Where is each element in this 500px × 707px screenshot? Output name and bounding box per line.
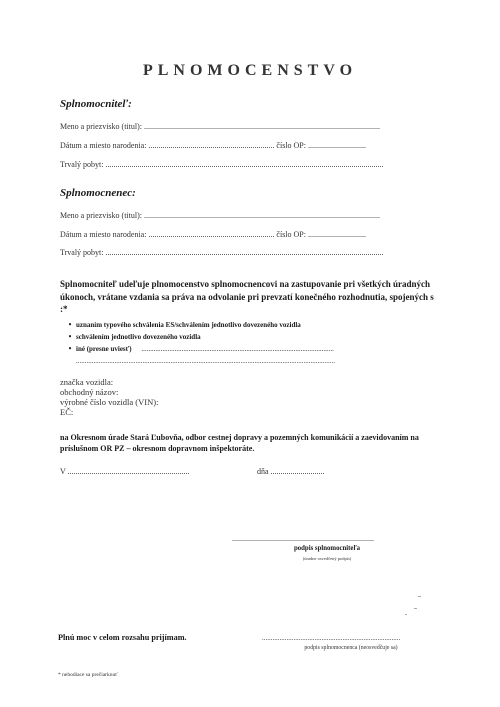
office-text: na Okresnom úrade Stará Ľubovňa, odbor cestnej dopravy a pozemných komunikácií a zaevidovaním na príslušnom OR PZ – okresnom dopravnom inšpektoráte. (60, 433, 419, 453)
grantee-name-line: Meno a priezvisko (titul): ...................................................................................................................... (60, 211, 380, 220)
grantor-signature-label: podpis splnomocniteľa (293, 545, 361, 552)
bullet-dot-icon: • (68, 320, 72, 329)
scan-mark (418, 596, 421, 597)
bullet-item-other: • iné (presne uviesť) .............................................................................................................. (64, 344, 334, 353)
bullet-item-type-approval: • uznaním typového schválenia ES/schválením jednotlivo dovezeného vozidla (64, 320, 301, 329)
grantee-birth-line: Dátum a miesto narodenia: ............................................................... číslo OP: ............................. (60, 230, 366, 239)
vehicle-vin-label: výrobné číslo vozidla (VIN): (60, 397, 159, 407)
authorization-text: Splnomocniteľ udeľuje plnomocenstvo splnomocnencovi na zastupovanie pri všetkých úradných úkonoch, vrátane vzdania sa práva na odvolanie pri prevzatí konečného rozhodnutia, spojených s :* (60, 279, 434, 314)
grantee-signature-label: podpis splnomocnenca (neosvedčuje sa) (304, 645, 398, 651)
bullet-dot-icon: • (68, 332, 72, 341)
footnote: * nehodiace sa prečiarknuť (58, 672, 118, 678)
bullet-item-individual-approval: • schválením jednotlivo dovezeného vozidla (64, 332, 201, 341)
vehicle-trade-name-label: obchodný názov: (60, 387, 119, 397)
grantor-name-line: Meno a priezvisko (titul): ...................................................................................................................... (60, 122, 380, 131)
scan-mark (405, 614, 407, 615)
vehicle-brand-label: značka vozidla: (60, 377, 114, 387)
grantee-residence-line: Trvalý pobyt: ........................................................................................................................................... (60, 248, 384, 257)
grantor-signature-line: ....................................................................... (232, 534, 374, 543)
bullet-dot-icon: • (68, 344, 72, 353)
grantor-residence-line: Trvalý pobyt: ........................................................................................................................................... (60, 160, 384, 169)
date-line: dňa ........................... (257, 467, 325, 476)
place-line: V ............................................................. (60, 467, 190, 476)
document-title: PLNOMOCENSTVO (142, 62, 358, 79)
grantor-signature-note: (úradne osvedčený podpis) (302, 556, 352, 561)
acceptance-text: Plnú moc v celom rozsahu prijímam. (58, 633, 187, 642)
grantee-heading: Splnomocnenec: (60, 187, 136, 199)
grantor-birth-line: Dátum a miesto narodenia: ............................................................... číslo OP: ............................. (60, 141, 366, 150)
other-extra-line: .................................................................................................................................................... (76, 357, 335, 365)
vehicle-ec-label: EČ: (60, 407, 74, 417)
other-dots: .............................................................................................................. (141, 345, 334, 353)
scan-mark (414, 608, 417, 609)
grantor-heading: Splnomocniteľ: (60, 98, 132, 110)
grantee-signature-line: ............................................................................... (262, 634, 401, 642)
